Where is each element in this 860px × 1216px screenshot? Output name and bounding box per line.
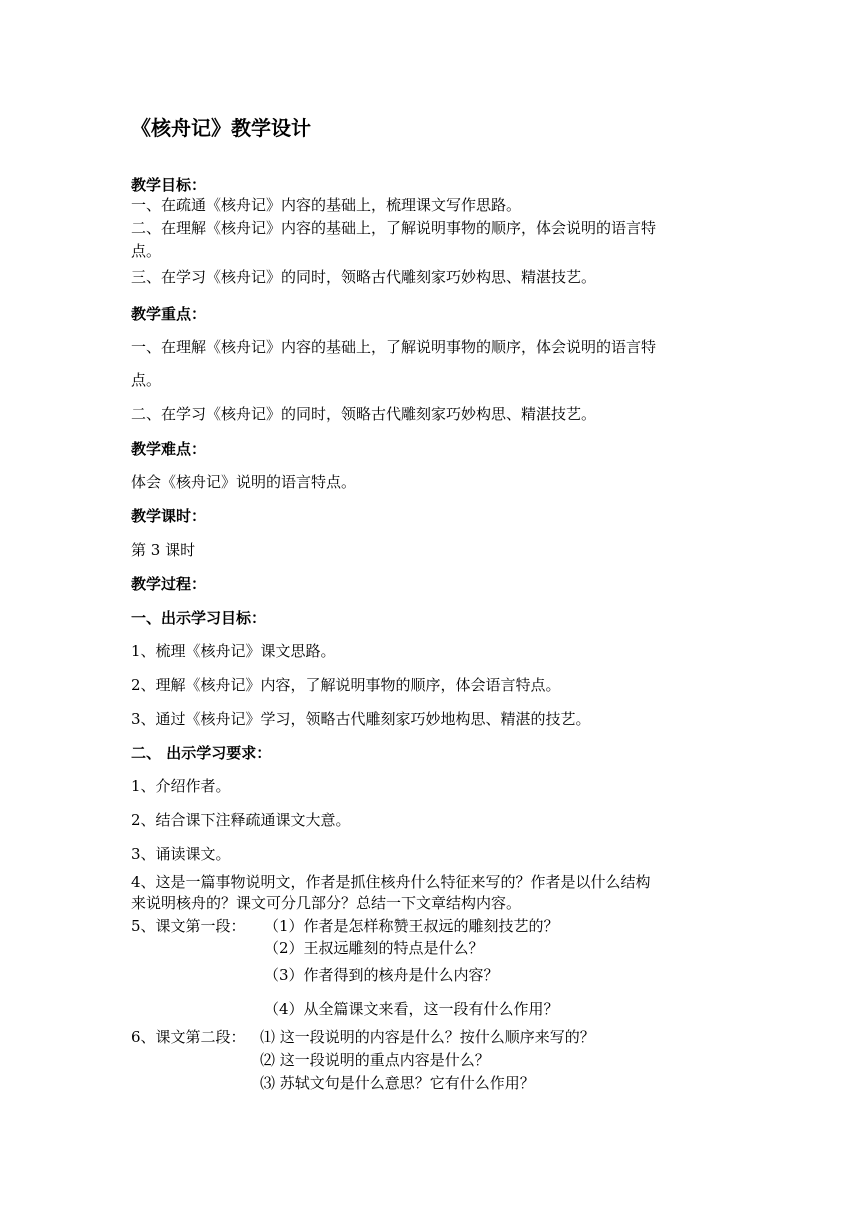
paragraph-label: 6、课文第二段：	[131, 1028, 246, 1046]
list-item: 4、这是一篇事物说明文，作者是抓住核舟什么特征来写的？作者是以什么结构	[131, 873, 651, 891]
document-title: 《核舟记》教学设计	[131, 116, 311, 140]
section-heading: 二、 出示学习要求：	[131, 744, 272, 762]
objective-line: 三、在学习《核舟记》的同时，领略古代雕刻家巧妙构思、精湛技艺。	[131, 268, 597, 286]
key-point-line: 点。	[131, 371, 162, 389]
class-hours-text: 第 3 课时	[131, 541, 196, 559]
question-line: （2）王叔远雕刻的特点是什么？	[264, 939, 484, 957]
list-item: 3、诵读课文。	[131, 845, 231, 863]
objectives-heading: 教学目标：	[131, 176, 207, 194]
class-hours-heading: 教学课时：	[131, 507, 207, 525]
key-point-line: 一、在理解《核舟记》内容的基础上，了解说明事物的顺序，体会说明的语言特	[131, 338, 657, 356]
question-line: （3）作者得到的核舟是什么内容？	[264, 966, 499, 984]
question-line: （1）作者是怎样称赞王叔远的雕刻技艺的？	[264, 917, 559, 935]
objective-line: 点。	[131, 242, 162, 260]
section-heading: 一、出示学习目标：	[131, 609, 267, 627]
list-item: 3、通过《核舟记》学习，领略古代雕刻家巧妙地构思、精湛的技艺。	[131, 710, 591, 728]
list-item: 2、理解《核舟记》内容，了解说明事物的顺序，体会语言特点。	[131, 676, 561, 694]
difficulties-text: 体会《核舟记》说明的语言特点。	[131, 473, 357, 491]
question-line: ⑶ 苏轼文句是什么意思？它有什么作用？	[260, 1074, 535, 1092]
question-line: ⑵ 这一段说明的重点内容是什么？	[260, 1051, 490, 1069]
key-points-heading: 教学重点：	[131, 305, 207, 323]
key-point-line: 二、在学习《核舟记》的同时，领略古代雕刻家巧妙构思、精湛技艺。	[131, 405, 597, 423]
list-item: 来说明核舟的？课文可分几部分？总结一下文章结构内容。	[131, 894, 522, 912]
objective-line: 一、在疏通《核舟记》内容的基础上，梳理课文写作思路。	[131, 196, 522, 214]
list-item: 2、结合课下注释疏通课文大意。	[131, 811, 351, 829]
paragraph-label: 5、课文第一段：	[131, 917, 246, 935]
list-item: 1、介绍作者。	[131, 777, 231, 795]
question-line: ⑴ 这一段说明的内容是什么？按什么顺序来写的？	[260, 1028, 595, 1046]
list-item: 1、梳理《核舟记》课文思路。	[131, 642, 336, 660]
question-line: （4）从全篇课文来看，这一段有什么作用？	[264, 1000, 559, 1018]
process-heading: 教学过程：	[131, 575, 207, 593]
objective-line: 二、在理解《核舟记》内容的基础上，了解说明事物的顺序，体会说明的语言特	[131, 219, 657, 237]
difficulties-heading: 教学难点：	[131, 440, 207, 458]
